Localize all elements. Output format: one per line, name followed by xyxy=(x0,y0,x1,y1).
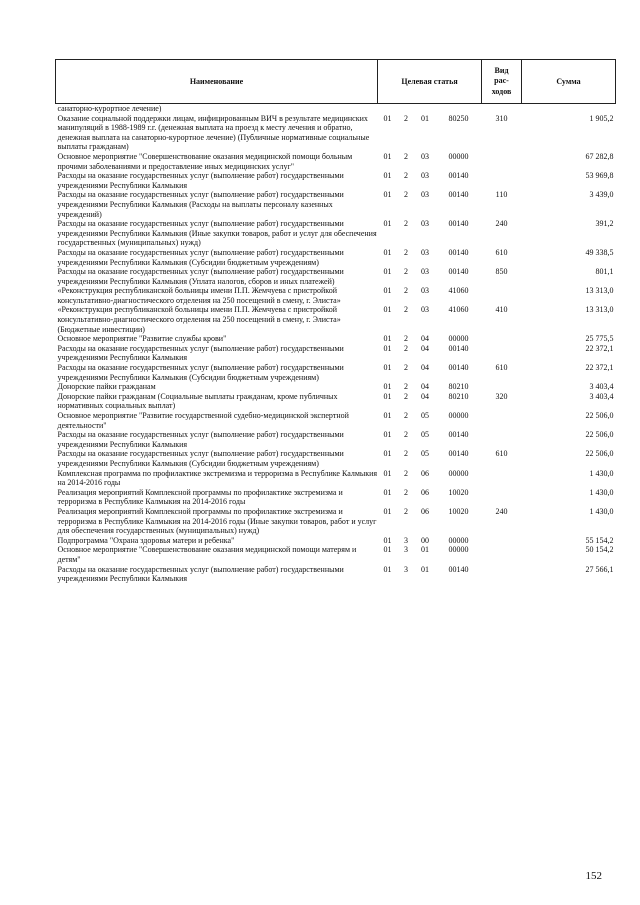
row-subprogram-code: 2 xyxy=(404,487,408,497)
row-subprogram-code: 2 xyxy=(404,267,408,277)
row-sum: 22 506,0 xyxy=(585,449,614,459)
row-direction-code: 41060 xyxy=(448,305,469,315)
row-program-code: 01 xyxy=(383,487,392,497)
row-direction-code: 00140 xyxy=(448,564,469,574)
row-program-code: 01 xyxy=(383,506,392,516)
row-activity-code: 06 xyxy=(421,506,429,516)
row-expense-type xyxy=(482,104,522,114)
row-direction-code: 41060 xyxy=(448,286,469,296)
row-sum: 1 430,0 xyxy=(589,506,614,516)
table-row xyxy=(56,430,616,449)
table-row xyxy=(56,344,616,363)
page-number: 152 xyxy=(585,870,602,882)
row-activity-code: 00 xyxy=(421,535,429,545)
row-program-code: 01 xyxy=(383,411,392,420)
budget-document xyxy=(55,59,615,584)
row-subprogram-code: 2 xyxy=(404,334,408,344)
row-sum: 27 566,1 xyxy=(585,564,614,574)
row-activity-code xyxy=(415,104,436,114)
row-sum: 3 403,4 xyxy=(589,391,614,401)
row-direction-code: 00140 xyxy=(448,343,469,353)
row-expense-type xyxy=(482,430,522,449)
row-sum: 22 506,0 xyxy=(585,430,614,440)
row-sum: 67 282,8 xyxy=(585,151,614,161)
row-sum: 22 506,0 xyxy=(585,411,614,420)
table-row xyxy=(56,411,616,430)
table-row xyxy=(56,565,616,584)
budget-table xyxy=(55,59,616,584)
row-activity-code: 04 xyxy=(421,382,429,392)
row-direction-code: 00000 xyxy=(448,545,469,555)
row-program-code: 01 xyxy=(383,564,392,574)
row-expense-type: 310 xyxy=(495,113,508,123)
row-activity-code: 05 xyxy=(421,430,429,440)
row-expense-type xyxy=(482,488,522,507)
row-program-code: 01 xyxy=(383,171,392,181)
table-row xyxy=(56,382,616,392)
header-expense-type-line: рас- xyxy=(494,76,509,86)
row-subprogram-code: 3 xyxy=(404,535,408,545)
table-header xyxy=(56,60,616,104)
row-name: Расходы на оказание государственных услуг (выполнение работ) государственными учреждениями Республики Калмыкия (Субсидии бюджетным учреждениям) xyxy=(57,449,344,468)
row-name: Расходы на оказание государственных услуг (выполнение работ) государственными учреждениями Республики Калмыкия xyxy=(57,430,344,449)
row-name: Реализация мероприятий Комплексной программы по профилактике экстремизма и терроризма в Республике Калмыкия на 2014-2016 годы xyxy=(57,487,343,507)
row-name: Основное мероприятие "Развитие службы крови" xyxy=(57,334,227,344)
header-expense-type-line: ходов xyxy=(491,86,512,96)
row-subprogram-code: 2 xyxy=(404,391,408,401)
row-expense-type: 410 xyxy=(495,305,508,315)
row-activity-code: 03 xyxy=(421,151,429,161)
row-direction-code: 00000 xyxy=(448,535,469,545)
table-row xyxy=(56,114,616,152)
row-name: Реализация мероприятий Комплексной программы по профилактике экстремизма и терроризма в Республике Калмыкия на 2014-2016 годы (Иные закупки товаров, работ и услуг для обеспечения государственных (муниципальных) нужд) xyxy=(57,506,377,536)
row-expense-type: 320 xyxy=(495,391,508,401)
header-target-article: Целевая статья xyxy=(378,60,482,104)
row-activity-code: 03 xyxy=(421,219,429,229)
table-row xyxy=(56,267,616,286)
row-subprogram-code: 2 xyxy=(404,411,408,420)
row-activity-code: 01 xyxy=(421,113,429,123)
row-program-code: 01 xyxy=(383,382,392,392)
row-sum: 22 372,1 xyxy=(585,363,614,373)
table-row xyxy=(56,152,616,171)
row-name: Расходы на оказание государственных услуг (выполнение работ) государственными учреждениями Республики Калмыкия xyxy=(57,171,344,190)
row-program-code xyxy=(378,104,398,114)
table-row xyxy=(56,248,616,267)
row-activity-code: 01 xyxy=(421,545,429,555)
row-program-code: 01 xyxy=(383,545,392,555)
table-row xyxy=(56,219,616,248)
row-expense-type: 240 xyxy=(495,219,508,229)
header-name: Наименование xyxy=(56,60,378,104)
row-subprogram-code: 3 xyxy=(404,545,408,555)
row-sum: 3 439,0 xyxy=(589,190,614,200)
row-subprogram-code: 2 xyxy=(404,449,408,459)
row-subprogram-code: 2 xyxy=(404,468,408,478)
row-activity-code: 03 xyxy=(421,171,429,181)
row-sum: 13 313,0 xyxy=(585,305,614,315)
row-activity-code: 06 xyxy=(421,487,429,497)
row-activity-code: 05 xyxy=(421,411,429,420)
row-expense-type xyxy=(482,545,522,564)
row-program-code: 01 xyxy=(383,343,392,353)
row-expense-type: 610 xyxy=(495,247,508,257)
row-subprogram-code: 2 xyxy=(404,286,408,296)
row-direction-code: 00140 xyxy=(448,171,469,181)
header-expense-type-line: Вид xyxy=(494,65,509,75)
row-program-code: 01 xyxy=(383,468,392,478)
row-program-code: 01 xyxy=(383,535,392,545)
table-row xyxy=(56,469,616,488)
row-activity-code: 03 xyxy=(421,286,429,296)
table-row xyxy=(56,363,616,382)
row-direction-code: 00140 xyxy=(448,219,469,229)
row-direction-code: 80210 xyxy=(448,391,469,401)
row-subprogram-code xyxy=(398,104,415,114)
table-row xyxy=(56,488,616,507)
row-program-code: 01 xyxy=(383,286,392,296)
row-name: Донорские пайки гражданам xyxy=(57,382,156,392)
row-activity-code: 01 xyxy=(421,564,429,574)
row-activity-code: 04 xyxy=(421,334,429,344)
row-direction-code: 00000 xyxy=(448,468,469,478)
row-program-code: 01 xyxy=(383,151,392,161)
row-name: «Реконструкция республиканской больницы имени П.П. Жемчуева с пристройкой консультативно-диагностического отделения на 250 посещений в смену, г. Элиста» (Бюджетные инвестиции) xyxy=(57,305,341,334)
row-activity-code: 03 xyxy=(421,247,429,257)
row-expense-type xyxy=(482,565,522,584)
row-direction-code: 00000 xyxy=(448,151,469,161)
row-subprogram-code: 2 xyxy=(404,430,408,440)
row-expense-type xyxy=(482,152,522,171)
row-name: Подпрограмма "Охрана здоровья матери и ребенка" xyxy=(57,535,235,545)
row-subprogram-code: 2 xyxy=(404,219,408,229)
row-expense-type: 610 xyxy=(495,363,508,373)
row-expense-type xyxy=(482,536,522,546)
header-sum: Сумма xyxy=(522,60,616,104)
row-program-code: 01 xyxy=(383,305,392,315)
row-name: Донорские пайки гражданам (Социальные выплаты гражданам, кроме публичных нормативных социальных выплат) xyxy=(57,391,338,411)
row-direction-code: 00140 xyxy=(448,190,469,200)
row-activity-code: 04 xyxy=(421,343,429,353)
row-direction-code: 00140 xyxy=(448,430,469,440)
row-subprogram-code: 2 xyxy=(404,171,408,181)
row-activity-code: 04 xyxy=(421,363,429,373)
row-sum: 391,2 xyxy=(595,219,614,229)
row-sum: 1 430,0 xyxy=(589,487,614,497)
table-row xyxy=(56,449,616,468)
row-sum: 22 372,1 xyxy=(585,343,614,353)
row-name: Основное мероприятие "Совершенствование оказания медицинской помощи больным прочими заболеваниями и предоставление иных медицинских услуг" xyxy=(57,151,353,171)
row-direction-code: 00140 xyxy=(448,247,469,257)
row-subprogram-code: 2 xyxy=(404,151,408,161)
header-expense-type xyxy=(482,60,522,104)
row-activity-code: 05 xyxy=(421,449,429,459)
row-program-code: 01 xyxy=(383,334,392,344)
row-direction-code: 10020 xyxy=(448,487,469,497)
row-sum: 13 313,0 xyxy=(585,286,614,296)
table-row xyxy=(56,334,616,344)
table-row xyxy=(56,104,616,114)
row-subprogram-code: 2 xyxy=(404,190,408,200)
row-direction-code: 00000 xyxy=(448,334,469,344)
row-expense-type xyxy=(482,344,522,363)
row-subprogram-code: 3 xyxy=(404,564,408,574)
row-program-code: 01 xyxy=(383,391,392,401)
row-name: Комплексная программа по профилактике экстремизма и терроризма в Республике Калмыкия на 2014-2016 годы xyxy=(57,468,378,488)
table-row xyxy=(56,171,616,190)
row-program-code: 01 xyxy=(383,113,392,123)
row-sum: 55 154,2 xyxy=(585,535,614,545)
row-name: Расходы на оказание государственных услуг (выполнение работ) государственными учреждениями Республики Калмыкия xyxy=(57,343,344,363)
row-sum: 801,1 xyxy=(595,267,614,277)
row-expense-type: 850 xyxy=(495,267,508,277)
row-program-code: 01 xyxy=(383,190,392,200)
row-name: Основное мероприятие "Совершенствование оказания медицинской помощи матерям и детям" xyxy=(57,545,357,564)
row-name: Расходы на оказание государственных услуг (выполнение работ) государственными учреждениями Республики Калмыкия (Субсидии бюджетным учреждениям) xyxy=(57,363,344,382)
row-program-code: 01 xyxy=(383,219,392,229)
row-sum: 25 775,5 xyxy=(585,334,614,344)
row-name: «Реконструкция республиканской больницы имени П.П. Жемчуева с пристройкой консультативно-диагностического отделения на 250 посещений в смену, г. Элиста» xyxy=(57,286,341,305)
row-expense-type xyxy=(482,286,522,305)
row-activity-code: 04 xyxy=(421,391,429,401)
row-activity-code: 03 xyxy=(421,305,429,315)
row-sum: 50 154,2 xyxy=(585,545,614,555)
row-name: Расходы на оказание государственных услуг (выполнение работ) государственными учреждениями Республики Калмыкия (Уплата налогов, сборов и иных платежей) xyxy=(57,267,344,286)
table-row xyxy=(56,507,616,536)
row-direction-code: 10020 xyxy=(448,506,469,516)
table-row xyxy=(56,305,616,334)
row-expense-type: 610 xyxy=(495,449,508,459)
row-expense-type: 110 xyxy=(495,190,508,200)
row-activity-code: 03 xyxy=(421,190,429,200)
row-direction-code: 00140 xyxy=(448,267,469,277)
row-sum: 3 403,4 xyxy=(589,382,614,392)
row-direction-code: 00140 xyxy=(448,363,469,373)
row-subprogram-code: 2 xyxy=(404,506,408,516)
row-name: Расходы на оказание государственных услуг (выполнение работ) государственными учреждениями Республики Калмыкия (Расходы на выплаты персоналу казенных учреждений) xyxy=(57,190,344,219)
row-program-code: 01 xyxy=(383,267,392,277)
table-row xyxy=(56,545,616,564)
row-program-code: 01 xyxy=(383,247,392,257)
row-sum: 1 905,2 xyxy=(589,113,614,123)
row-expense-type xyxy=(482,334,522,344)
row-direction-code: 80250 xyxy=(448,113,469,123)
row-subprogram-code: 2 xyxy=(404,113,408,123)
row-expense-type xyxy=(482,382,522,392)
row-subprogram-code: 2 xyxy=(404,305,408,315)
row-subprogram-code: 2 xyxy=(404,382,408,392)
row-program-code: 01 xyxy=(383,449,392,459)
table-row xyxy=(56,536,616,546)
row-sum: 1 430,0 xyxy=(589,468,614,478)
row-activity-code: 06 xyxy=(421,468,429,478)
row-expense-type: 240 xyxy=(495,506,508,516)
row-sum: 49 338,5 xyxy=(585,247,614,257)
row-direction-code xyxy=(436,104,482,114)
row-sum: 53 969,8 xyxy=(585,171,614,181)
row-name: Расходы на оказание государственных услуг (выполнение работ) государственными учреждениями Республики Калмыкия (Субсидии бюджетным учреждениям) xyxy=(57,247,344,267)
table-row xyxy=(56,286,616,305)
row-expense-type xyxy=(482,411,522,430)
row-direction-code: 00000 xyxy=(448,411,469,420)
row-program-code: 01 xyxy=(383,363,392,373)
row-activity-code: 03 xyxy=(421,267,429,277)
row-direction-code: 00140 xyxy=(448,449,469,459)
row-name: Расходы на оказание государственных услуг (выполнение работ) государственными учреждениями Республики Калмыкия xyxy=(57,564,344,584)
row-subprogram-code: 2 xyxy=(404,343,408,353)
table-body xyxy=(56,104,616,584)
row-name: Оказание социальной поддержки лицам, инфицированным ВИЧ в результате медицинских манипуляций в 1988-1989 г.г. (денежная выплата на проезд к месту лечения и обратно, денежная выплата на санаторно-курортное лечение) (Публичные нормативные социальные выплаты гражданам) xyxy=(57,113,370,152)
row-name: Основное мероприятие "Развитие государственной судебно-медицинской экспертной деятельности" xyxy=(57,411,349,430)
row-name: Расходы на оказание государственных услуг (выполнение работ) государственными учреждениями Республики Калмыкия (Иные закупки товаров, работ и услуг для обеспечения государственных (муниципальных) нужд) xyxy=(57,219,377,248)
row-sum xyxy=(522,104,616,114)
row-program-code: 01 xyxy=(383,430,392,440)
row-direction-code: 80210 xyxy=(448,382,469,392)
table-row xyxy=(56,392,616,411)
row-expense-type xyxy=(482,469,522,488)
row-name: санаторно-курортное лечение) xyxy=(57,104,162,113)
row-expense-type xyxy=(482,171,522,190)
table-row xyxy=(56,190,616,219)
row-subprogram-code: 2 xyxy=(404,363,408,373)
row-subprogram-code: 2 xyxy=(404,247,408,257)
